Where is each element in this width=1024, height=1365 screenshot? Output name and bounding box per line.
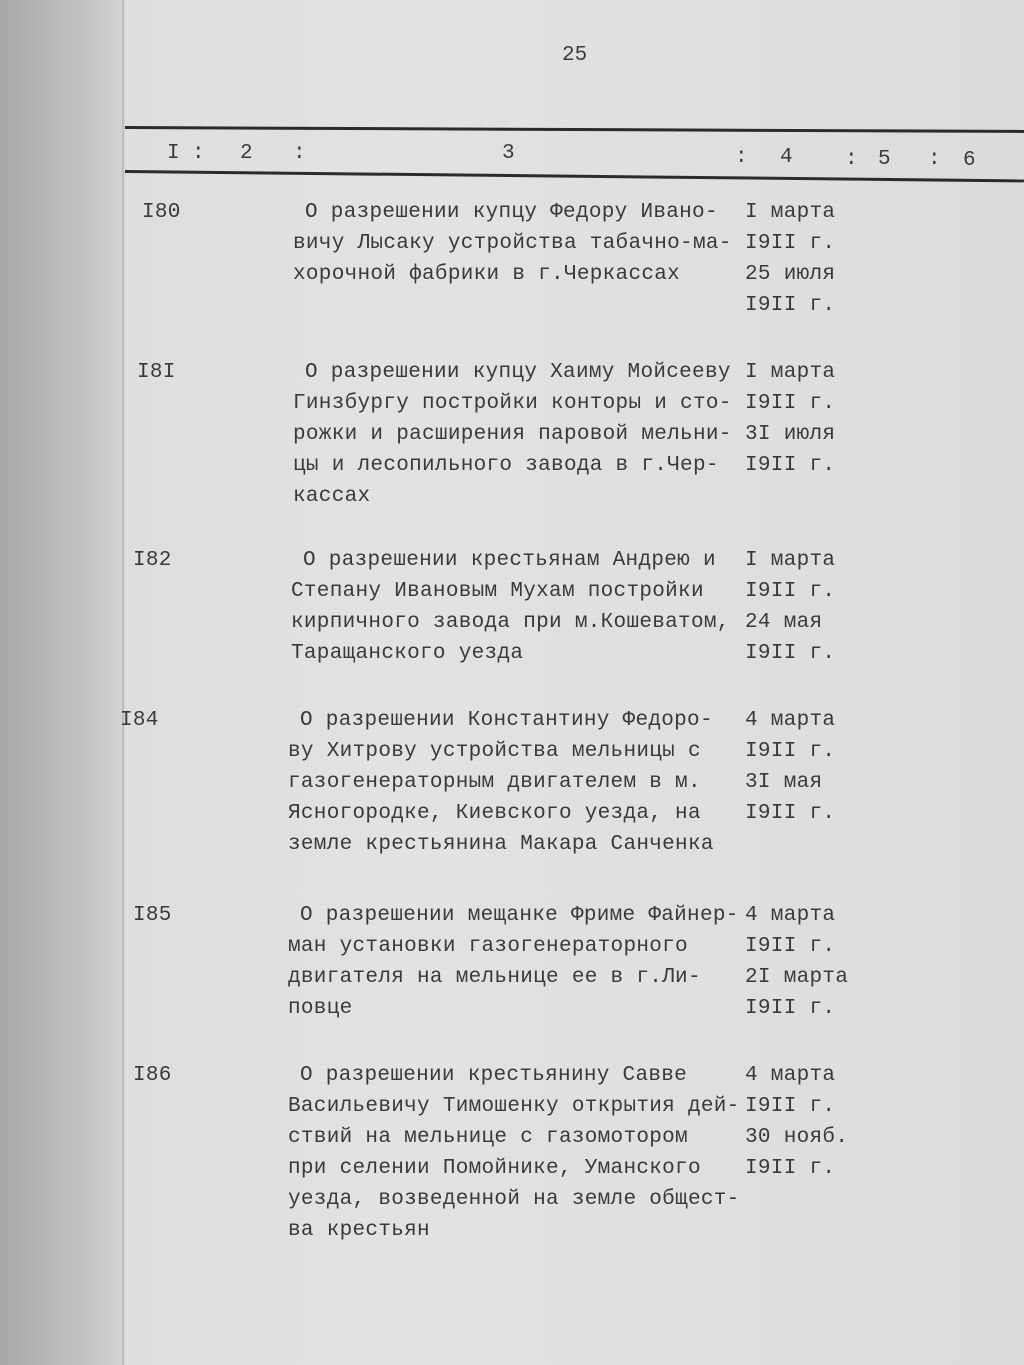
book-spine — [0, 0, 125, 1365]
entry-date: 3I июля — [745, 423, 836, 446]
entry-date: I9II г. — [745, 454, 836, 477]
entry-date: 4 марта — [745, 709, 836, 732]
entry-description-line: О разрешении купцу Федору Ивано- — [305, 201, 718, 224]
column-header-3: 3 — [502, 142, 515, 165]
column-header-4: 4 — [780, 146, 793, 169]
entry-description-line: цы и лесопильного завода в г.Чер- — [293, 454, 719, 477]
entry-description-line: Гинзбургу постройки конторы и сто- — [293, 392, 732, 415]
entry-description-line: ву Хитрову устройства мельницы с — [288, 740, 701, 763]
entry-date: I9II г. — [745, 1095, 836, 1118]
entry-date: 4 марта — [745, 904, 836, 927]
entry-date: I9II г. — [745, 642, 836, 665]
entry-description-line: повце — [288, 997, 353, 1020]
entry-number: I80 — [142, 201, 181, 224]
column-header-2: 2 — [240, 142, 253, 165]
page-edge — [122, 0, 124, 1365]
entry-date: I9II г. — [745, 997, 836, 1020]
entry-date: I9II г. — [745, 294, 836, 317]
column-separator: : — [293, 142, 306, 165]
column-header-6: 6 — [963, 149, 976, 172]
entry-description-line: О разрешении крестьянам Андрею и — [303, 549, 716, 572]
entry-description-line: Ясногородке, Киевского уезда, на — [288, 802, 701, 825]
entry-description-line: кирпичного завода при м.Кошеватом, — [291, 611, 730, 634]
entry-number: I82 — [133, 549, 172, 572]
entry-description-line: ствий на мельнице с газомотором — [288, 1126, 688, 1149]
entry-description-line: газогенераторным двигателем в м. — [288, 771, 701, 794]
column-header-5: 5 — [878, 148, 891, 171]
entry-description-line: вичу Лысаку устройства табачно-ма- — [293, 232, 732, 255]
entry-description-line: земле крестьянина Макара Санченка — [288, 833, 714, 856]
entry-number: I8I — [137, 361, 176, 384]
entry-number: I84 — [120, 709, 159, 732]
entry-date: I марта — [745, 361, 836, 384]
entry-date: I9II г. — [745, 935, 836, 958]
entry-date: 30 нояб. — [745, 1126, 849, 1149]
page-number: 25 — [562, 44, 588, 67]
entry-date: I марта — [745, 201, 836, 224]
entry-date: I9II г. — [745, 802, 836, 825]
entry-number: I86 — [133, 1064, 172, 1087]
entry-description-line: О разрешении купцу Хаиму Мойсееву — [305, 361, 731, 384]
entry-description-line: двигателя на мельнице ее в г.Ли- — [288, 966, 701, 989]
entry-description-line: ва крестьян — [288, 1219, 430, 1242]
entry-description-line: ман установки газогенераторного — [288, 935, 688, 958]
entry-description-line: О разрешении мещанке Фриме Файнер- — [300, 904, 739, 927]
entry-date: 4 марта — [745, 1064, 836, 1087]
entry-description-line: О разрешении Константину Федоро- — [300, 709, 713, 732]
header-top-rule — [125, 126, 1024, 133]
column-separator: : — [192, 142, 205, 165]
entry-date: 25 июля — [745, 263, 836, 286]
column-separator: : — [845, 148, 858, 171]
entry-description-line: кассах — [293, 485, 371, 508]
entry-number: I85 — [133, 904, 172, 927]
entry-date: 2I марта — [745, 966, 849, 989]
entry-description-line: рожки и расширения паровой мельни- — [293, 423, 732, 446]
entry-date: I9II г. — [745, 392, 836, 415]
entry-date: I9II г. — [745, 740, 836, 763]
entry-date: 24 мая — [745, 611, 823, 634]
entry-description-line: при селении Помойнике, Уманского — [288, 1157, 701, 1180]
column-header-1: I — [167, 142, 180, 165]
entry-date: I марта — [745, 549, 836, 572]
entry-description-line: хорочной фабрики в г.Черкассах — [293, 263, 681, 286]
entry-description-line: О разрешении крестьянину Савве — [300, 1064, 688, 1087]
entry-description-line: Степану Ивановым Мухам постройки — [291, 580, 704, 603]
entry-date: 3I мая — [745, 771, 823, 794]
column-separator: : — [735, 146, 748, 169]
entry-date: I9II г. — [745, 580, 836, 603]
entry-description-line: Таращанского уезда — [291, 642, 524, 665]
entry-description-line: Васильевичу Тимошенку открытия дей- — [288, 1095, 740, 1118]
column-separator: : — [928, 148, 941, 171]
entry-date: I9II г. — [745, 232, 836, 255]
entry-date: I9II г. — [745, 1157, 836, 1180]
header-bottom-rule — [125, 170, 1024, 182]
entry-description-line: уезда, возведенной на земле общест- — [288, 1188, 740, 1211]
